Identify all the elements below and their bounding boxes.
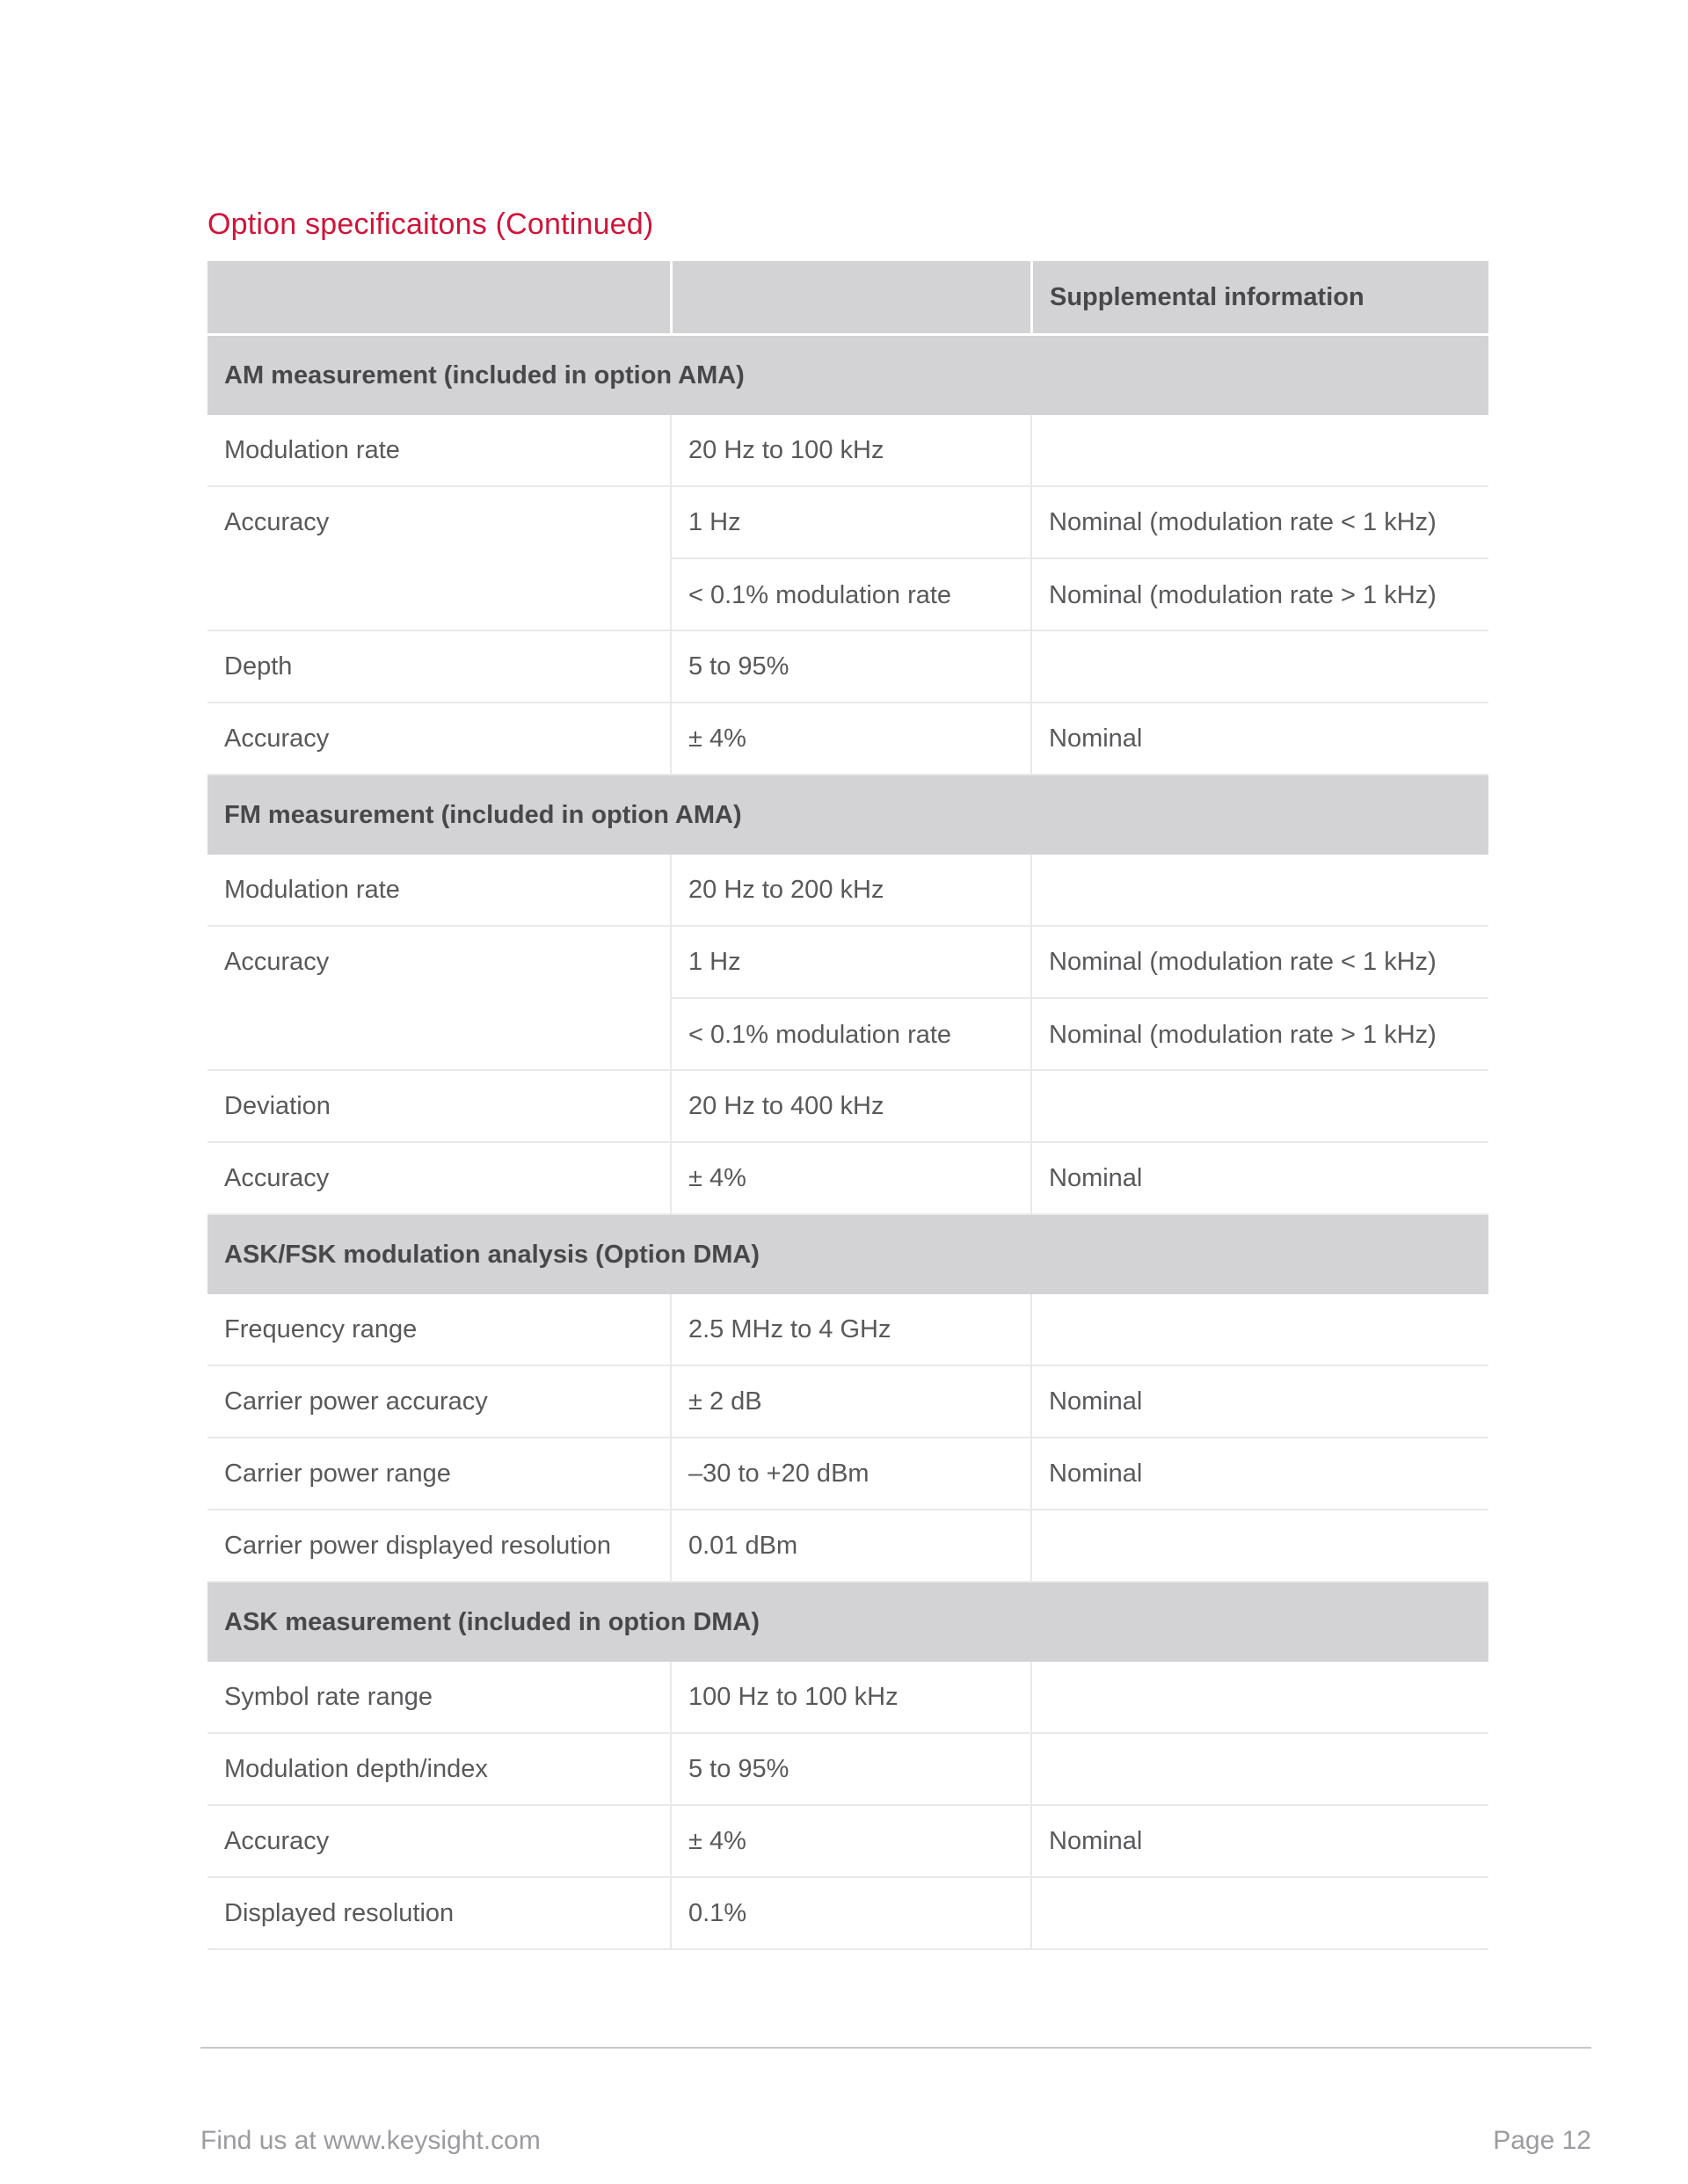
- spec-row: [207, 1366, 1488, 1438]
- spec-supplemental-cell: Nominal (modulation rate < 1 kHz): [1030, 487, 1488, 557]
- spec-name-cell: Modulation rate: [224, 875, 400, 904]
- section-header: FM measurement (included in option AMA): [207, 775, 1488, 855]
- header-cell-empty-2: [670, 261, 1030, 333]
- spec-supplemental-cell: Nominal: [1030, 1366, 1488, 1437]
- spec-row: [207, 1806, 1488, 1878]
- spec-row: [207, 415, 1488, 487]
- spec-table: [207, 261, 1488, 1950]
- spec-value-cell: 5 to 95%: [670, 1734, 1030, 1804]
- spec-name-cell: Depth: [224, 652, 293, 681]
- table-body: [207, 336, 1488, 1950]
- page-footer: [200, 2126, 1591, 2156]
- spec-name-cell: Accuracy: [224, 508, 330, 536]
- spec-subrow: [670, 487, 1488, 559]
- spec-value-cell: 20 Hz to 200 kHz: [670, 855, 1030, 925]
- spec-supplemental-cell: [1030, 855, 1488, 925]
- section-header: ASK/FSK modulation analysis (Option DMA): [207, 1215, 1488, 1294]
- spec-name-cell: Accuracy: [224, 948, 330, 976]
- spec-value-cell: ± 4%: [670, 703, 1030, 774]
- section-header: AM measurement (included in option AMA): [207, 336, 1488, 415]
- spec-row: [207, 1071, 1488, 1143]
- spec-supplemental-cell: [1030, 1662, 1488, 1732]
- section-header: ASK measurement (included in option DMA): [207, 1583, 1488, 1662]
- spec-supplemental-cell: Nominal: [1030, 1143, 1488, 1213]
- footer-page-number: Page 12: [1493, 2126, 1591, 2155]
- spec-row: [207, 1734, 1488, 1806]
- spec-row: [207, 1878, 1488, 1950]
- spec-value-cell: 2.5 MHz to 4 GHz: [670, 1294, 1030, 1365]
- spec-row: [207, 1294, 1488, 1366]
- spec-subrow: [670, 927, 1488, 999]
- header-cell-empty-1: [207, 261, 670, 333]
- spec-value-cell: 20 Hz to 400 kHz: [670, 1071, 1030, 1141]
- spec-supplemental-cell: [1030, 1878, 1488, 1948]
- spec-supplemental-cell: Nominal: [1030, 1806, 1488, 1876]
- spec-value-cell: 0.1%: [670, 1878, 1030, 1948]
- spec-subrow: [670, 999, 1488, 1071]
- spec-value-cell: < 0.1% modulation rate: [670, 999, 1030, 1071]
- spec-value-cell: ± 2 dB: [670, 1366, 1030, 1437]
- footer-find-us: Find us at www.keysight.com: [200, 2126, 541, 2155]
- spec-name-cell: Carrier power displayed resolution: [224, 1531, 612, 1560]
- spec-name-cell: Accuracy: [224, 1826, 330, 1855]
- spec-row: [207, 1511, 1488, 1583]
- spec-row: [207, 1662, 1488, 1734]
- spec-name-cell: Accuracy: [224, 1163, 330, 1192]
- spec-supplemental-cell: [1030, 631, 1488, 702]
- spec-value-cell: 5 to 95%: [670, 631, 1030, 702]
- spec-row: [207, 1438, 1488, 1511]
- spec-row: [207, 855, 1488, 927]
- table-header-row: [207, 261, 1488, 336]
- spec-supplemental-cell: Nominal (modulation rate < 1 kHz): [1030, 927, 1488, 997]
- spec-name-cell: Modulation rate: [224, 435, 400, 464]
- spec-supplemental-cell: Nominal (modulation rate > 1 kHz): [1030, 999, 1488, 1071]
- spec-name-cell: Deviation: [224, 1091, 331, 1120]
- header-cell-supplemental: Supplemental information: [1030, 261, 1488, 333]
- spec-supplemental-cell: [1030, 1511, 1488, 1581]
- spec-name-cell: Accuracy: [224, 724, 330, 753]
- page-title: Option specificaitons (Continued): [207, 207, 654, 241]
- spec-supplemental-cell: [1030, 1294, 1488, 1365]
- spec-name-cell: Modulation depth/index: [224, 1754, 488, 1783]
- spec-supplemental-cell: [1030, 415, 1488, 485]
- spec-value-cell: ± 4%: [670, 1143, 1030, 1213]
- spec-supplemental-cell: Nominal (modulation rate > 1 kHz): [1030, 559, 1488, 631]
- spec-name-cell: Symbol rate range: [224, 1682, 433, 1711]
- spec-value-cell: 1 Hz: [670, 487, 1030, 557]
- footer-divider: [200, 2047, 1591, 2049]
- spec-row-split: [207, 927, 1488, 1071]
- spec-row: [207, 703, 1488, 775]
- spec-row: [207, 1143, 1488, 1215]
- spec-value-cell: ± 4%: [670, 1806, 1030, 1876]
- spec-supplemental-cell: [1030, 1734, 1488, 1804]
- spec-name-cell: Carrier power range: [224, 1459, 451, 1488]
- spec-subrows: [670, 927, 1488, 1071]
- spec-name-cell: Displayed resolution: [224, 1898, 455, 1927]
- spec-subrow: [670, 559, 1488, 631]
- spec-row-split: [207, 487, 1488, 631]
- spec-value-cell: 0.01 dBm: [670, 1511, 1030, 1581]
- spec-supplemental-cell: [1030, 1071, 1488, 1141]
- spec-value-cell: –30 to +20 dBm: [670, 1438, 1030, 1509]
- spec-name-cell: Carrier power accuracy: [224, 1387, 488, 1416]
- spec-value-cell: < 0.1% modulation rate: [670, 559, 1030, 631]
- spec-value-cell: 100 Hz to 100 kHz: [670, 1662, 1030, 1732]
- spec-row: [207, 631, 1488, 703]
- spec-value-cell: 20 Hz to 100 kHz: [670, 415, 1030, 485]
- spec-supplemental-cell: Nominal: [1030, 703, 1488, 774]
- spec-subrows: [670, 487, 1488, 631]
- spec-name-cell: Frequency range: [224, 1314, 418, 1343]
- spec-value-cell: 1 Hz: [670, 927, 1030, 997]
- spec-supplemental-cell: Nominal: [1030, 1438, 1488, 1509]
